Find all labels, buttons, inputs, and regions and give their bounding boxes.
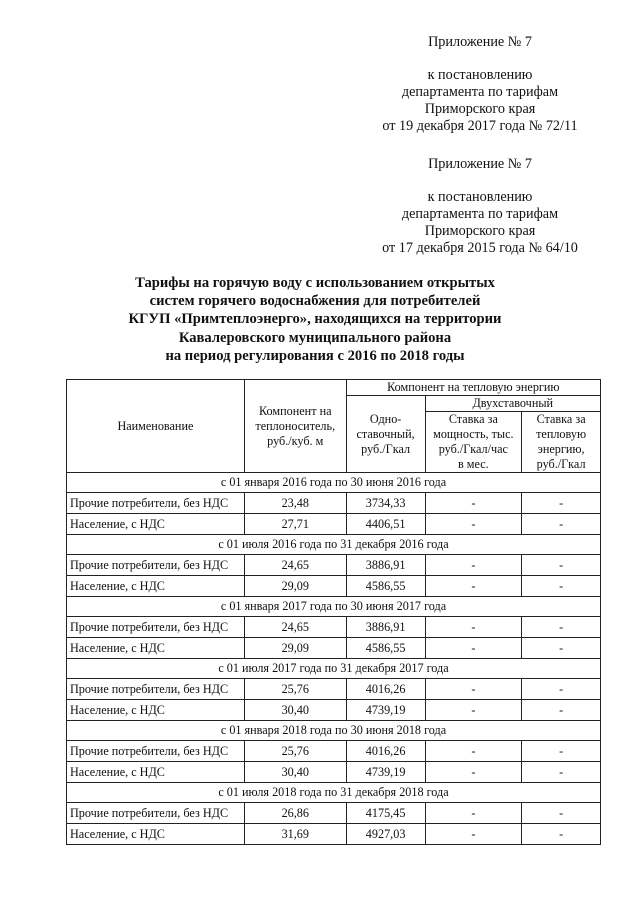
power-rate-cell: - [425,679,522,700]
carrier-value-cell: 26,86 [244,803,346,824]
carrier-value-cell: 24,65 [244,555,346,576]
consumer-name-cell: Население, с НДС [67,638,245,659]
period-row [67,535,601,555]
carrier-value-cell: 27,71 [244,514,346,535]
consumer-name-cell: Население, с НДС [67,762,245,783]
header-energy-rate [522,412,601,473]
appendix-original-line: к постановлению [427,189,533,205]
appendix-current-line: от 19 декабря 2017 года № 72/11 [382,118,578,134]
energy-rate-cell: - [522,741,601,762]
table-row [67,576,601,597]
energy-rate-cell: - [522,638,601,659]
single-rate-cell: 4016,26 [346,679,425,700]
consumer-name-cell: Прочие потребители, без НДС [67,741,245,762]
appendix-original-line: Приморского края [424,223,536,239]
consumer-name-cell: Население, с НДС [67,514,245,535]
energy-rate-cell: - [522,824,601,845]
single-rate-cell: 4739,19 [346,762,425,783]
energy-rate-cell: - [522,576,601,597]
table-row [67,514,601,535]
single-rate-cell: 4406,51 [346,514,425,535]
document-title-line: КГУП «Примтеплоэнерго», находящихся на территории [128,311,502,328]
carrier-value-cell: 29,09 [244,576,346,597]
appendix-original-line: департамента по тарифам [401,206,559,222]
period-label: с 01 января 2018 года по 30 июня 2018 года [67,721,601,741]
table-body [67,473,601,845]
header-carrier-line: руб./куб. м [267,433,324,448]
appendix-current-title: Приложение № 7 [428,34,532,50]
document-title-line: систем горячего водоснабжения для потребителей [149,293,481,310]
single-rate-cell: 4175,45 [346,803,425,824]
carrier-value-cell: 30,40 [244,762,346,783]
consumer-name-cell: Население, с НДС [67,700,245,721]
power-rate-cell: - [425,617,522,638]
energy-rate-cell: - [522,493,601,514]
table-row [67,824,601,845]
header-name: Наименование [67,380,245,473]
appendix-current-line: Приморского края [424,101,536,117]
power-rate-cell: - [425,700,522,721]
power-rate-cell: - [425,824,522,845]
single-rate-cell: 4927,03 [346,824,425,845]
single-rate-cell: 3734,33 [346,493,425,514]
appendix-original [360,156,600,257]
header-power-line: руб./Гкал/час [438,442,508,456]
single-rate-cell: 4739,19 [346,700,425,721]
energy-rate-cell: - [522,762,601,783]
period-label: с 01 июля 2018 года по 31 декабря 2018 года [67,783,601,803]
carrier-value-cell: 24,65 [244,617,346,638]
energy-rate-cell: - [522,617,601,638]
appendix-current-line: к постановлению [427,67,533,83]
period-label: с 01 января 2017 года по 30 июня 2017 года [67,597,601,617]
header-single-line: Одно- [369,411,402,426]
header-single-line: руб./Гкал [361,441,411,456]
table-row [67,803,601,824]
energy-rate-cell: - [522,803,601,824]
consumer-name-cell: Прочие потребители, без НДС [67,803,245,824]
carrier-value-cell: 23,48 [244,493,346,514]
consumer-name-cell: Прочие потребители, без НДС [67,617,245,638]
header-carrier-line: Компонент на [259,403,332,418]
header-carrier [244,380,346,473]
period-label: с 01 июля 2016 года по 31 декабря 2016 года [67,535,601,555]
header-power-rate [425,412,522,473]
table-row [67,493,601,514]
power-rate-cell: - [425,493,522,514]
document-title-line: Тарифы на горячую воду с использованием открытых [135,275,495,291]
header-single-line: ставочный, [356,426,415,441]
document-title-line: на период регулирования с 2016 по 2018 годы [165,347,465,364]
document-title [70,274,560,365]
period-row [67,473,601,493]
energy-rate-cell: - [522,514,601,535]
appendix-original-title: Приложение № 7 [428,156,532,172]
header-energy-rate-line: тепловую [536,427,587,441]
header-single [346,396,425,473]
appendix-original-line: от 17 декабря 2015 года № 64/10 [382,240,578,256]
header-two-part: Двухставочный [425,396,600,412]
table-row [67,638,601,659]
period-label: с 01 января 2016 года по 30 июня 2016 года [67,473,601,493]
energy-rate-cell: - [522,679,601,700]
appendix-current [360,34,600,135]
carrier-value-cell: 25,76 [244,741,346,762]
single-rate-cell: 3886,91 [346,555,425,576]
header-power-line: Ставка за [448,412,498,426]
carrier-value-cell: 29,09 [244,638,346,659]
power-rate-cell: - [425,514,522,535]
period-label: с 01 июля 2017 года по 31 декабря 2017 года [67,659,601,679]
table-row [67,741,601,762]
power-rate-cell: - [425,638,522,659]
single-rate-cell: 3886,91 [346,617,425,638]
period-row [67,659,601,679]
power-rate-cell: - [425,576,522,597]
header-energy-rate-line: Ставка за [536,412,586,426]
carrier-value-cell: 25,76 [244,679,346,700]
energy-rate-cell: - [522,555,601,576]
power-rate-cell: - [425,762,522,783]
table-row [67,679,601,700]
document-title-line: Кавалеровского муниципального района [178,329,452,346]
table-row [67,617,601,638]
table-row [67,762,601,783]
header-power-line: в мес. [458,457,489,471]
power-rate-cell: - [425,555,522,576]
appendix-current-line: департамента по тарифам [401,84,559,100]
period-row [67,783,601,803]
header-carrier-line: теплоноситель, [255,418,336,433]
period-row [67,597,601,617]
header-energy-rate-line: руб./Гкал [536,457,586,471]
consumer-name-cell: Прочие потребители, без НДС [67,679,245,700]
single-rate-cell: 4586,55 [346,638,425,659]
power-rate-cell: - [425,803,522,824]
carrier-value-cell: 31,69 [244,824,346,845]
tariff-table [66,379,601,845]
energy-rate-cell: - [522,700,601,721]
consumer-name-cell: Население, с НДС [67,824,245,845]
header-power-line: мощность, тыс. [433,427,514,441]
single-rate-cell: 4586,55 [346,576,425,597]
header-energy: Компонент на тепловую энергию [346,380,600,396]
table-row [67,555,601,576]
consumer-name-cell: Прочие потребители, без НДС [67,493,245,514]
single-rate-cell: 4016,26 [346,741,425,762]
table-row [67,700,601,721]
header-energy-rate-line: энергию, [537,442,585,456]
consumer-name-cell: Прочие потребители, без НДС [67,555,245,576]
power-rate-cell: - [425,741,522,762]
period-row [67,721,601,741]
carrier-value-cell: 30,40 [244,700,346,721]
consumer-name-cell: Население, с НДС [67,576,245,597]
